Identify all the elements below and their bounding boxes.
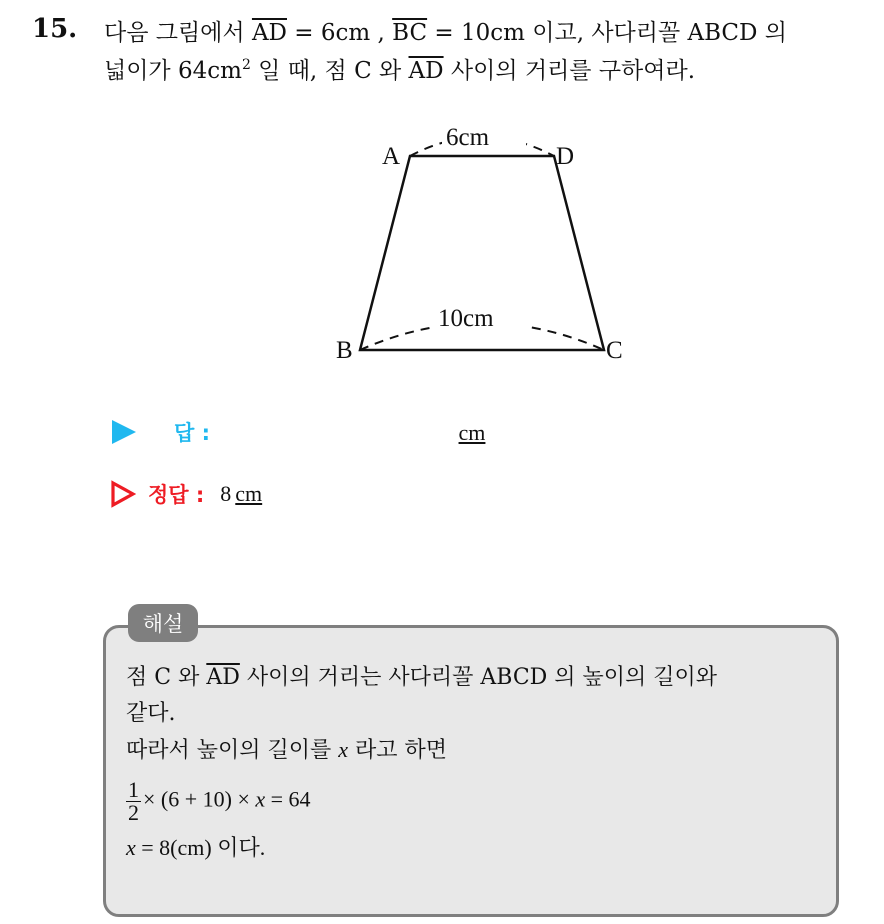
correct-answer-unit: cm [235, 481, 263, 506]
correct-answer-row [110, 476, 262, 512]
solution-tab: 해설 [128, 604, 198, 642]
segment-bc: $\overline{BC}$ [392, 20, 428, 46]
answer-input[interactable]: cm [458, 420, 486, 445]
segment-ad: $\overline{AD}$ [206, 665, 240, 690]
play-icon [112, 420, 136, 444]
trapezoid-figure [330, 118, 640, 368]
solution-line-3: 따라서 높이의 길이를 x 라고 하면 [126, 737, 448, 763]
problem-number: 15. [32, 14, 78, 44]
solution-line-2: 같다. [126, 701, 176, 726]
vertex-a-label: A [382, 143, 401, 170]
vertex-d-label: D [556, 143, 575, 170]
vertex-b-label: B [336, 337, 353, 364]
top-length-label: 6cm [446, 124, 490, 151]
answer-row [110, 414, 486, 450]
fraction: $\frac{1}{2}$ [128, 777, 139, 825]
question-line-1: 다음 그림에서 $\overline{AD} = 6cm$ , $\overline{BC} = 10cm$ 이고, 사다리꼴 ABCD 의 [104, 20, 788, 46]
question-text [104, 14, 874, 90]
play-outline-icon [110, 480, 136, 508]
question-line-2: 넓이가 $64cm^2$ 일 때, 점 C 와 $\overline{AD}$ 사이의 거리를 구하여라. [104, 57, 696, 84]
correct-answer-label: 정답 : [148, 483, 205, 507]
segment-ad: $\overline{AD}$ [408, 58, 444, 84]
solution-line-1: 점 C 와 $\overline{AD}$ 사이의 거리는 사다리꼴 ABCD 의 높이의 길이와 [126, 665, 718, 690]
answer-label: 답 : [174, 421, 210, 445]
solution-result: x = 8(cm) 이다. [126, 835, 266, 860]
correct-answer-value: 8 [220, 481, 232, 506]
vertex-c-label: C [606, 337, 623, 364]
solution-equation: $\frac{1}{2}$ × (6 + 10) × x = 64 [128, 777, 311, 825]
solution-body [126, 660, 832, 867]
segment-ad: $\overline{AD}$ [251, 20, 287, 46]
bottom-length-label: 10cm [438, 305, 494, 332]
